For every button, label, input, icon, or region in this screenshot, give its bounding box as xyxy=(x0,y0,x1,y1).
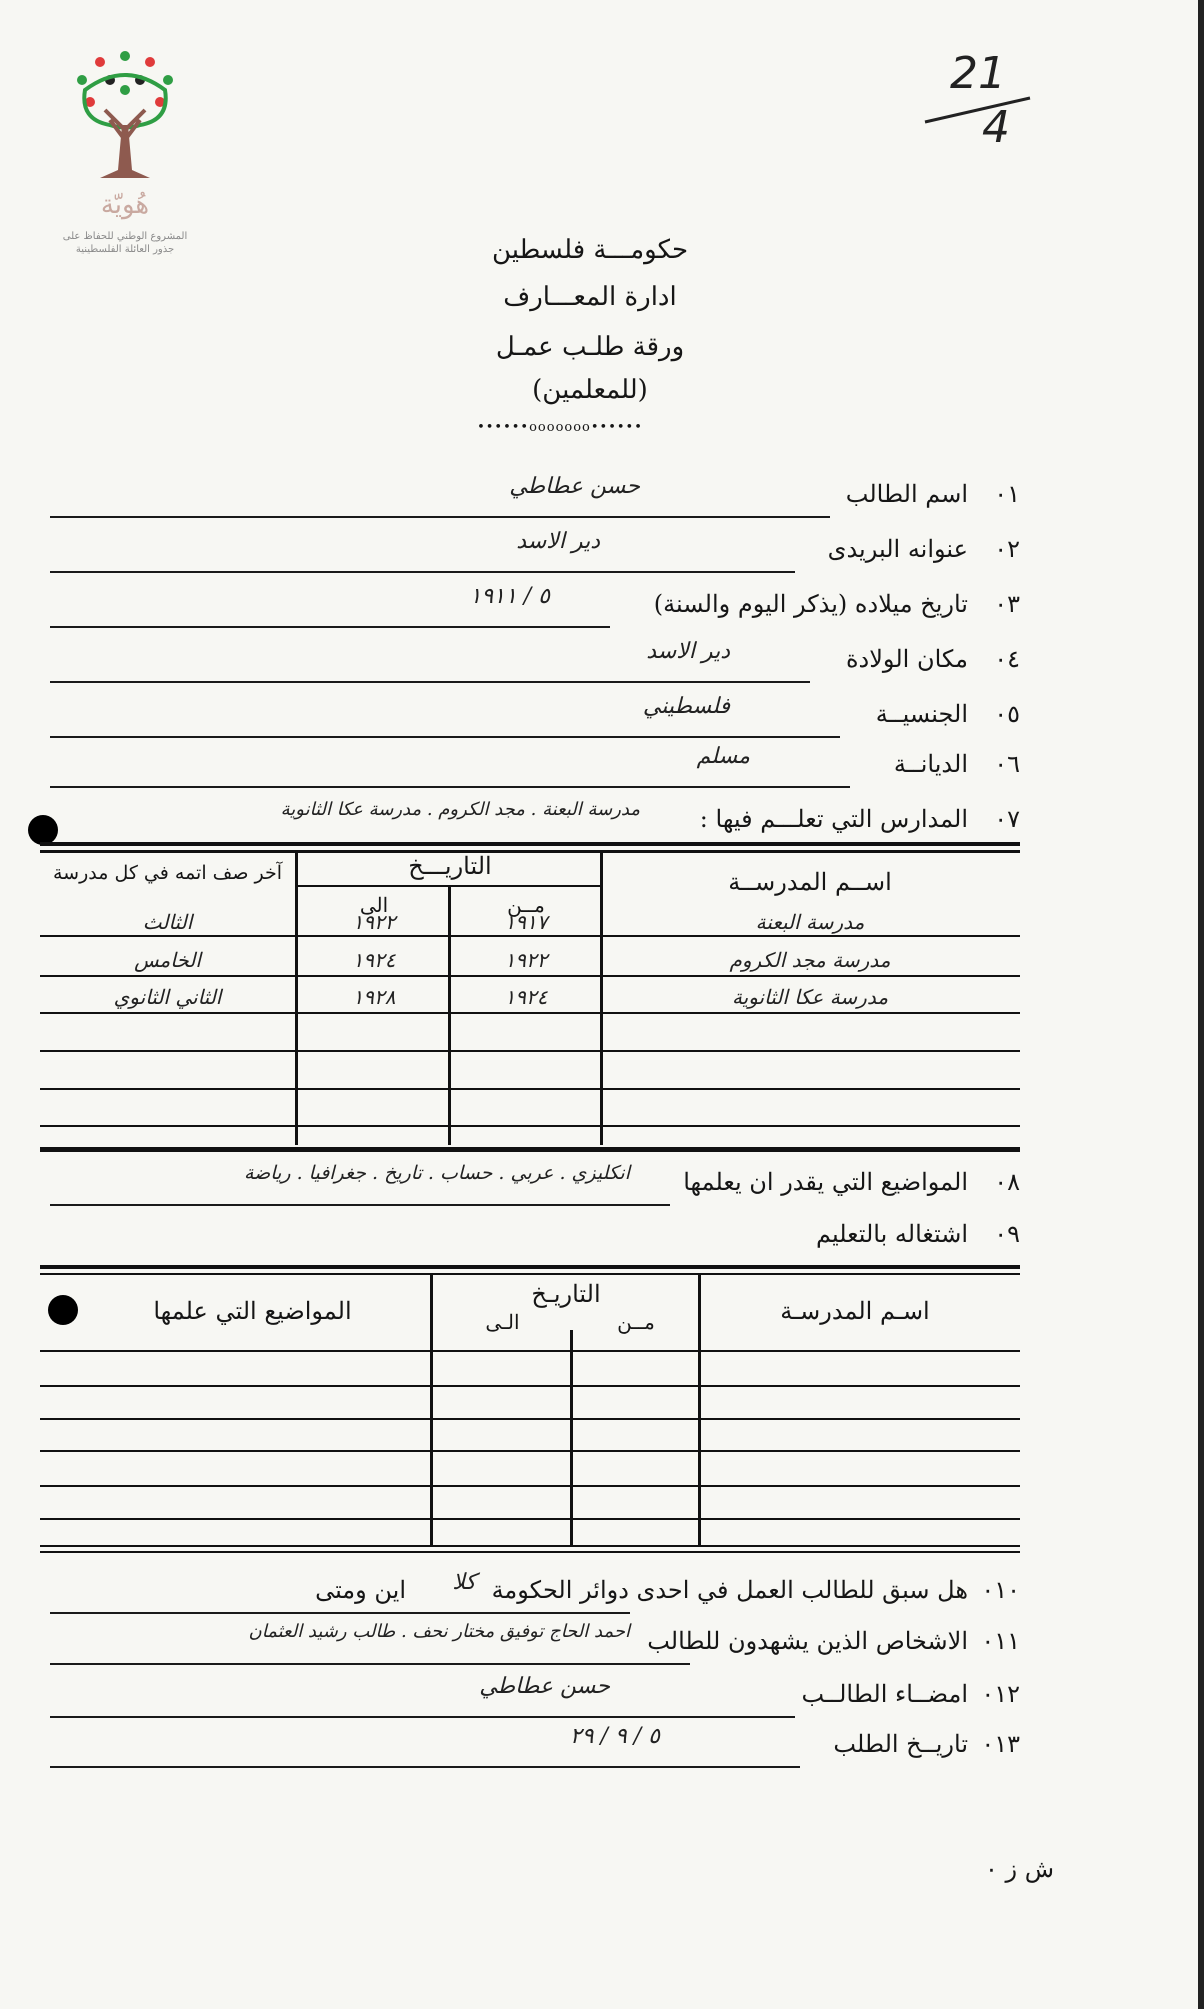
field-postal-address: ٠٢ عنوانه البريدى دير الاسد xyxy=(50,535,1020,579)
field-student-name: ٠١ اسم الطالب حسن عطاطي xyxy=(50,480,1020,524)
birth-place-value: دير الاسد xyxy=(646,639,730,664)
field-birth-date: ٠٣ تاريخ ميلاده (يذكر اليوم والسنة) ٥ / ١٩١١ xyxy=(50,590,1020,634)
folio-top: 21 xyxy=(950,48,1006,99)
scan-edge xyxy=(1198,0,1204,2009)
header-government: حكومـــة فلسطين xyxy=(491,235,689,265)
witnesses-value: احمد الحاج توفيق مختار نحف . طالب رشيد العثمان xyxy=(248,1621,630,1642)
table-row-3-from: ١٩٢٤ xyxy=(504,985,548,1009)
table-row-3-to: ١٩٢٨ xyxy=(352,985,396,1009)
field-witnesses: ٠١١ الاشخاص الذين يشهدون للطالب احمد الحاج توفيق مختار نحف . طالب رشيد العثمان xyxy=(50,1627,1020,1671)
form-code: ش ز ٠ xyxy=(984,1855,1054,1883)
table-row-1-to: ١٩٢٢ xyxy=(352,910,396,934)
header-form-title: ورقة طلـب عمـل xyxy=(495,332,685,362)
field-schools-attended: ٠٧ المدارس التي تعلـــم فيها : مدرسة البعنة . مجد الكروم . مدرسة عكا الثانوية xyxy=(280,799,1020,833)
subjects-can-teach-value: انكليزي . عربي . حساب . تاريخ . جغرافيا . رياضة xyxy=(243,1162,630,1184)
col-from: مــن xyxy=(507,893,545,917)
schools-attended-value: مدرسة البعنة . مجد الكروم . مدرسة عكا الثانوية xyxy=(280,799,640,820)
student-name-value: حسن عطاطي xyxy=(509,474,640,499)
table-row-3-school: مدرسة عكا الثانوية xyxy=(731,985,889,1009)
postal-address-value: دير الاسد xyxy=(516,529,600,554)
field-subjects-can-teach: ٠٨ المواضيع التي يقدر ان يعلمها انكليزي . عربي . حساب . تاريخ . جغرافيا . رياضة xyxy=(50,1168,1020,1212)
field-teaching-experience: ٠٩ اشتغاله بالتعليم xyxy=(815,1220,1020,1248)
religion-value: مسلم xyxy=(696,744,750,769)
previous-work-value: كلا xyxy=(448,1570,480,1595)
table-row-1-grade: الثالث xyxy=(142,910,193,934)
punch-hole-icon xyxy=(48,1295,78,1325)
table-row-2-grade: الخامس xyxy=(134,948,201,972)
header-department: ادارة المعـــارف xyxy=(503,282,677,312)
hawiya-logo xyxy=(60,50,190,270)
table-row-2-school: مدرسة مجد الكروم xyxy=(729,948,891,972)
col-teaching-from: مــن xyxy=(617,1310,655,1334)
signature-value: حسن عطاطي xyxy=(479,1674,610,1699)
logo-name: هُويّة xyxy=(100,190,150,220)
col-teaching-school: اسـم المدرسـة xyxy=(780,1297,930,1325)
where-when-label: اين ومتى xyxy=(311,1576,410,1604)
table-row-2-from: ١٩٢٢ xyxy=(504,948,548,972)
field-birth-place: ٠٤ مكان الولادة دير الاسد xyxy=(50,645,1020,689)
col-last-grade: آخر صف اتمه في كل مدرسة xyxy=(52,862,283,884)
table-row-3-grade: الثاني الثانوي xyxy=(113,985,222,1009)
col-date: التاريـــخ xyxy=(408,852,492,880)
header-decoration: ••••••ooooooo•••••• xyxy=(477,420,643,435)
field-nationality: ٠٥ الجنسيــة فلسطيني xyxy=(50,700,1020,744)
family-tree-icon xyxy=(60,50,190,190)
logo-tagline: المشروع الوطني للحفاظ على جذور العائلة الفلسطينية xyxy=(62,231,188,255)
col-school-name: اســم المدرســة xyxy=(728,868,892,896)
col-to: الى xyxy=(359,893,389,917)
col-teaching-date: التاريـخ xyxy=(531,1280,601,1308)
col-teaching-subjects: المواضيع التي علمها xyxy=(153,1297,352,1325)
folio-number xyxy=(920,50,1050,160)
field-application-date: ٠١٣ تاريــخ الطلب ٥ / ٩ / ٢٩ xyxy=(50,1730,1020,1774)
punch-hole-icon xyxy=(28,815,58,845)
header-subtitle: (للمعلمين) xyxy=(532,375,648,405)
col-teaching-to: الـى xyxy=(485,1310,520,1334)
field-student-signature: ٠١٢ امضــاء الطالــب حسن عطاطي xyxy=(50,1680,1020,1724)
table-row-1-school: مدرسة البعنة xyxy=(755,910,865,934)
table-row-2-to: ١٩٢٤ xyxy=(352,948,396,972)
table-row-1-from: ١٩١٧ xyxy=(504,910,548,934)
folio-bottom: 4 xyxy=(982,102,1010,153)
field-previous-government-work: ٠١٠ هل سبق للطالب العمل في احدى دوائر الحكومة كلا اين ومتى xyxy=(50,1576,1020,1620)
field-religion: ٠٦ الديانــة مسلم xyxy=(50,750,1020,794)
birth-date-value: ٥ / ١٩١١ xyxy=(469,584,550,609)
application-date-value: ٥ / ٩ / ٢٩ xyxy=(569,1724,660,1749)
nationality-value: فلسطيني xyxy=(642,694,730,719)
